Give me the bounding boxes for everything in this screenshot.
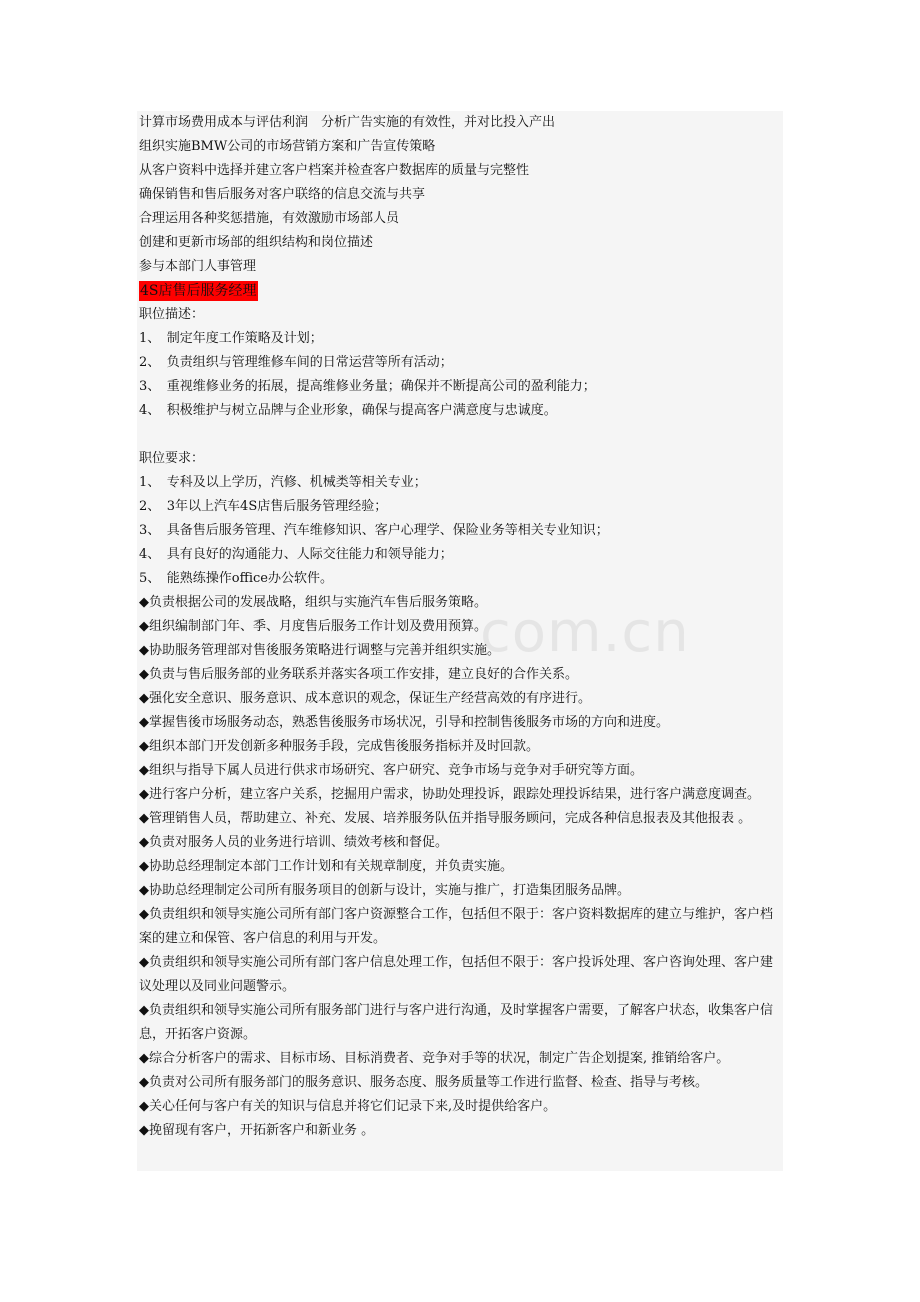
bullet-item: ◆组织编制部门年、季、月度售后服务工作计划及费用预算。 <box>139 619 487 634</box>
requirement-item: 1、 专科及以上学历，汽修、机械类等相关专业； <box>139 475 427 490</box>
intro-line: 确保销售和售后服务对客户联络的信息交流与共享 <box>139 187 426 202</box>
blank-line <box>139 423 785 447</box>
bullet-item: ◆负责组织和领导实施公司所有部门客户信息处理工作，包括但不限于：客户投诉处理、客户咨询处理、客户建议处理以及同业问题警示。 <box>139 955 773 994</box>
requirement-item: 3、 具备售后服务管理、汽车维修知识、客户心理学、保险业务等相关专业知识； <box>139 523 609 538</box>
intro-line: 合理运用各种奖惩措施，有效激励市场部人员 <box>139 211 400 226</box>
intro-line: 参与本部门人事管理 <box>139 259 257 274</box>
bullet-item: ◆综合分析客户的需求、目标市场、目标消费者、竞争对手等的状况，制定广告企划提案, 推销给客户。 <box>139 1051 730 1066</box>
section-title-row <box>139 279 785 303</box>
bullet-item: ◆负责根据公司的发展战略，组织与实施汽车售后服务策略。 <box>139 595 487 610</box>
intro-line: 组织实施BMW公司的市场营销方案和广告宣传策略 <box>139 139 436 154</box>
watermark: com.cn <box>480 600 690 665</box>
bullet-item: ◆进行客户分析，建立客户关系，挖掘用户需求，协助处理投诉，跟踪处理投诉结果，进行客户满意度调查。 <box>139 787 760 802</box>
requirement-item: 2、 3年以上汽车4S店售后服务管理经验； <box>139 499 388 514</box>
description-heading: 职位描述： <box>139 307 205 322</box>
bullet-item: ◆协助服务管理部对售後服务策略进行调整与完善并组织实施。 <box>139 643 500 658</box>
description-item: 1、 制定年度工作策略及计划； <box>139 331 323 346</box>
bullet-item: ◆负责组织和领导实施公司所有部门客户资源整合工作，包括但不限于：客户资料数据库的建立与维护，客户档案的建立和保管、客户信息的利用与开发。 <box>139 907 773 946</box>
bullet-item: ◆协助总经理制定本部门工作计划和有关规章制度，并负责实施。 <box>139 859 513 874</box>
description-item: 2、 负责组织与管理维修车间的日常运营等所有活动； <box>139 355 453 370</box>
description-item: 3、 重视维修业务的拓展，提高维修业务量；确保并不断提高公司的盈利能力； <box>139 379 596 394</box>
bullet-item: ◆组织本部门开发创新多种服务手段，完成售後服务指标并及时回款。 <box>139 739 539 754</box>
bullet-item: ◆负责对公司所有服务部门的服务意识、服务态度、服务质量等工作进行监督、检查、指导与考核。 <box>139 1075 708 1090</box>
requirements-heading: 职位要求： <box>139 451 205 466</box>
description-item: 4、 积极维护与树立品牌与企业形象，确保与提高客户满意度与忠诚度。 <box>139 403 557 418</box>
intro-line: 创建和更新市场部的组织结构和岗位描述 <box>139 235 374 250</box>
bullet-item: ◆负责对服务人员的业务进行培训、绩效考核和督促。 <box>139 835 448 850</box>
bullet-item: ◆掌握售後市场服务动态，熟悉售後服务市场状况，引导和控制售後服务市场的方向和进度。 <box>139 715 669 730</box>
document-body <box>139 111 785 1143</box>
requirement-item: 4、 具有良好的沟通能力、人际交往能力和领导能力； <box>139 547 453 562</box>
bullet-item: ◆关心任何与客户有关的知识与信息并将它们记录下来,及时提供给客户。 <box>139 1099 557 1114</box>
bullet-item: ◆挽留现有客户，开拓新客户和新业务 。 <box>139 1123 375 1138</box>
requirement-item: 5、 能熟练操作office办公软件。 <box>139 571 333 586</box>
intro-line: 从客户资料中选择并建立客户档案并检查客户数据库的质量与完整性 <box>139 163 530 178</box>
section-title: 4S店售后服务经理 <box>140 283 257 299</box>
bullet-item: ◆组织与指导下属人员进行供求市场研究、客户研究、竞争市场与竞争对手研究等方面。 <box>139 763 643 778</box>
intro-line: 计算市场费用成本与评估利润 分析广告实施的有效性，并对比投入产出 <box>139 115 556 130</box>
bullet-item: ◆强化安全意识、服务意识、成本意识的观念，保证生产经营高效的有序进行。 <box>139 691 591 706</box>
bullet-item: ◆协助总经理制定公司所有服务项目的创新与设计，实施与推广，打造集团服务品牌。 <box>139 883 630 898</box>
bullet-item: ◆负责组织和领导实施公司所有服务部门进行与客户进行沟通，及时掌握客户需要，了解客户状态，收集客户信息，开拓客户资源。 <box>139 1003 773 1042</box>
bullet-item: ◆负责与售后服务部的业务联系并落实各项工作安排，建立良好的合作关系。 <box>139 667 578 682</box>
bullet-item: ◆管理销售人员，帮助建立、补充、发展、培养服务队伍并指导服务顾问，完成各种信息报表及其他报表 。 <box>139 811 752 826</box>
